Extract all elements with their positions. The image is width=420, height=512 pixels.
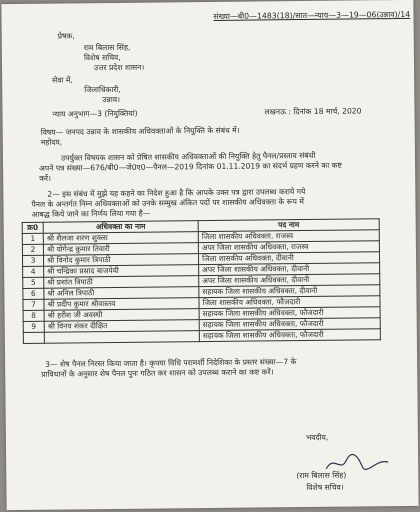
paragraph-2-line-1: 2— इस संबंध में मुझे यह कहने का निदेश हुआ है कि आपके उक्त पत्र द्वारा उपलब्ध कराये गये (47, 186, 306, 199)
advocate-post: सहायक जिला शासकीय अधिवक्ता, फौजदारी (199, 318, 380, 331)
advocates-table (22, 218, 381, 344)
advocate-name: श्री अनिल त्रिपाठी (44, 287, 199, 300)
advocate-name: श्री प्रदीप कुमार श्रीवास्तव (44, 298, 199, 311)
advocate-name: श्री योगेन्द्र कुमार तिवारी (43, 243, 198, 256)
row-serial: 4 (23, 266, 44, 277)
row-serial (23, 332, 44, 343)
row-serial: 9 (23, 321, 44, 332)
advocate-name: श्री चन्द्रिका प्रसाद बाजपेयी (44, 265, 199, 278)
advocate-post: अपर जिला शासकीय अधिवक्ता, राजस्व (198, 241, 379, 254)
paragraph-1-line-3: करें। (39, 173, 52, 183)
recipient-name: जिलाधिकारी, (84, 84, 121, 95)
advocates-table-body (22, 230, 380, 344)
advocate-name: श्री विनय शंकर दीक्षित (44, 320, 199, 333)
subject-line: विषय— जनपद उन्नाव के शासकीय अधिवक्ताओं के नियुक्ति के संबंध में। (40, 125, 240, 137)
advocate-name: श्री विनोद कुमार त्रिपाठी (43, 254, 198, 267)
advocate-post: सहायक जिला शासकीय अधिवक्ता, फौजदारी (199, 307, 380, 320)
sender-designation: विशेष सचिव, (83, 52, 121, 63)
row-serial: 6 (23, 288, 44, 299)
paragraph-1-line-2: अपने पत्र संख्या—676/बी0—जे0ए0—पैनल—2019 दिनांक 01.11.2019 का संदर्भ ग्रहण करने का कष्ट (39, 160, 342, 173)
section-name: न्याय अनुभाग—3 (नियुक्तियां) (52, 108, 138, 119)
closing-word: भवदीय, (305, 432, 329, 443)
reference-number: संख्या—बी0—1483(18)/सात—न्याय—3—19—06(उन्नाव)/14 (213, 9, 411, 21)
column-header-name: अधिवक्ता का नाम (43, 221, 198, 234)
row-serial: 7 (23, 299, 44, 310)
signatory-designation: विशेष सचिव। (306, 482, 344, 493)
paragraph-1-line-1: उपर्युक्त विषयक शासन को प्रेषित शासकीय अधिवक्ताओं की नियुक्ति हेतु पैनल/प्रस्ताव संबंधी (60, 150, 316, 163)
advocate-name: श्री शैलजा शरण शुक्ला (43, 232, 198, 245)
document-page (1, 0, 418, 510)
advocate-post: जिला शासकीय अधिवक्ता, राजस्व (198, 230, 379, 243)
recipient-place: उन्नाव। (102, 94, 120, 105)
advocate-name: श्री हरीश जी अवस्थी (44, 309, 199, 322)
column-header-post: पद नाम (198, 219, 379, 232)
advocate-post: जिला शासकीय अधिवक्ता, फौजदारी (199, 296, 380, 309)
advocate-post: सहायक जिला शासकीय अधिवक्ता, फौजदारी (199, 329, 380, 342)
row-serial: 3 (22, 255, 43, 266)
sender-label: प्रेषक, (57, 31, 75, 41)
advocate-post: सहायक जिला शासकीय अधिवक्ता, दीवानी (199, 285, 380, 298)
salutation: महोदय, (40, 137, 63, 147)
advocate-post: जिला शासकीय अधिवक्ता, दीवानी (198, 252, 379, 265)
advocate-post: अपर जिला शासकीय अधिवक्ता, दीवानी (199, 274, 380, 287)
recipient-label: सेवा में, (52, 75, 73, 85)
paragraph-2-line-2: पैनल के अन्तर्गत निम्न अधिवक्ताओं को उनके सम्मुख अंकित पदों पर शासकीय अधिवक्ता के रूप में (31, 197, 304, 209)
row-serial: 5 (23, 277, 44, 288)
sender-name: राम बिलास सिंह, (83, 42, 131, 53)
paragraph-2-line-3: आबद्ध किये जाने का निर्णय लिया गया है— (31, 208, 151, 219)
advocate-post: अपर जिला शासकीय अधिवक्ता, दीवानी (199, 263, 380, 276)
advocate-name: श्री प्रशांत त्रिपाठी (44, 276, 199, 289)
letter-date: लखनऊ : दिनांक 18 मार्च, 2020 (264, 106, 362, 117)
sender-office: उत्तर प्रदेश शासन। (93, 62, 145, 73)
signatory-name: (राम बिलास सिंह) (296, 470, 347, 481)
paragraph-3-line-1: 3— शेष पैनल निरस्त किया जाता है। कृपया विधि परामर्शी निदेशिका के प्रस्तर संख्या—7 के (45, 357, 297, 369)
paragraph-3-line-2: प्राविधानों के अनुसार शेष पैनल पुनः गठित कर शासन को उपलब्ध कराने का कष्ट करें। (41, 367, 274, 379)
row-serial: 2 (22, 244, 43, 255)
column-header-serial: क्र0 (22, 222, 43, 233)
row-serial: 8 (23, 310, 44, 321)
advocate-name (44, 331, 199, 344)
row-serial: 1 (22, 233, 43, 244)
